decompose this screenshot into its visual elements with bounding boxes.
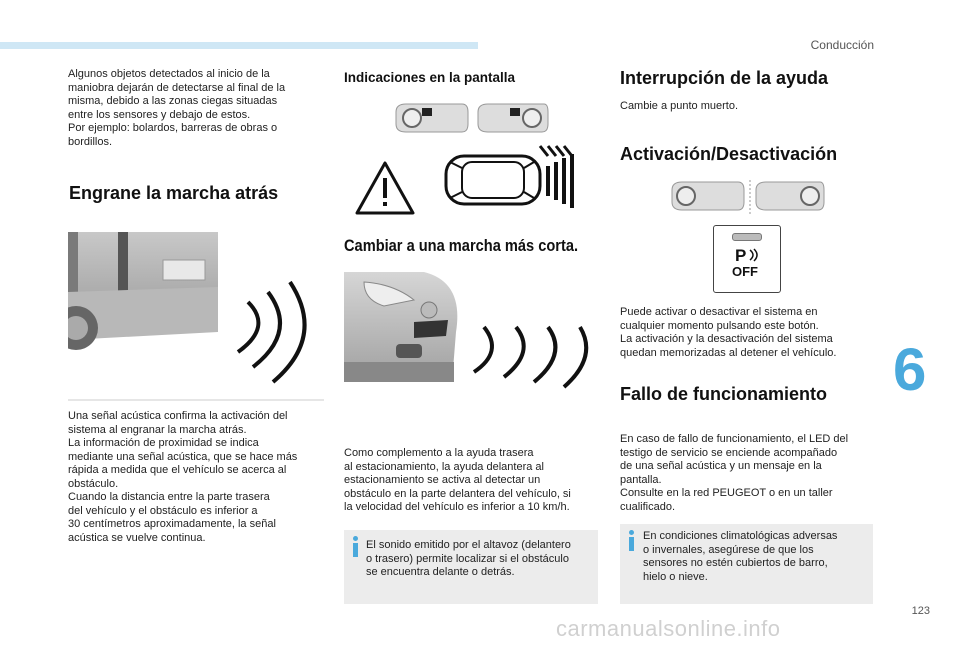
info-box-speaker [344,530,598,604]
heading-activation: Activación/Desactivación [620,144,838,164]
header-bar [0,42,478,49]
info-box-speaker-text: El sonido emitido por el altavoz (delantero o trasero) permite localizar si el obstáculo se encuentra delante o detrás. [366,539,571,578]
info-icon [352,536,360,558]
heading-reverse-gear: Engrane la marcha atrás [69,183,279,203]
screen-display-icon [392,102,552,136]
heading-malfunction: Fallo de funcionamiento [620,384,828,404]
reverse-gear-body: Una señal acústica confirma la activación del sistema al engranar la marcha atrás. La información de proximidad se indica mediante una señal acústica, que se hace más rápida a medida que el vehículo se acerca al obstáculo. Cuando la distancia entre la parte trasera del vehículo y el obstáculo es inferior a 30 centímetros aproximadamente, la señal acústica se vuelve continua. [68,410,298,544]
intro-paragraph: Algunos objetos detectados al inicio de la maniobra dejarán de detectarse al final de la misma, debido a las zonas ciegas situadas entre los sensores y debajo de estos. Por ejemplo: bolardos, barreras de obras o bordillos. [68,68,286,148]
page-number: 123 [911,605,930,617]
sensor-waves-icon [748,248,760,262]
malfunction-body: En caso de fallo de funcionamiento, el LED del testigo de servicio se enciende acompañado de una señal acústica y un mensaje en la pantalla. Consulte en la red PEUGEOT o en un taller cualificado. [620,433,849,513]
parking-p-label: P [735,246,747,265]
info-icon [628,530,636,552]
button-led [732,233,762,241]
car-proximity-icon [444,144,584,216]
info-box-weather [620,524,873,604]
dashboard-display-icon [668,180,828,214]
front-assist-body: Como complemento a la ayuda trasera al estacionamiento, la ayuda delantera al estacionamiento se activa al detectar un obstáculo en la parte delantera del vehículo, si la velocidad del vehículo es inferior a 10 km/h. [344,447,571,513]
activation-body: Puede activar o desactivar el sistema en cualquier momento pulsando este botón. La activación y la desactivación del sistema quedan memorizadas al detener el vehículo. [620,306,837,359]
heading-display-indications: Indicaciones en la pantalla [344,70,516,85]
watermark: carmanualsonline.info [556,616,781,641]
assist-interruption-body: Cambie a punto muerto. [620,100,739,112]
park-assist-button[interactable] [713,225,781,293]
off-label: OFF [732,264,758,279]
section-title: Conducción [810,38,874,52]
front-bumper-illustration [344,272,598,400]
warning-triangle-icon [354,160,416,216]
heading-assist-interruption: Interrupción de la ayuda [620,68,829,88]
chapter-number: 6 [893,336,927,403]
rear-bumper-illustration [68,232,324,402]
heading-shift-down: Cambiar a una marcha más corta. [344,236,579,255]
info-box-weather-text: En condiciones climatológicas adversas o invernales, asegúrese de que los sensores no estén cubiertos de barro, hielo o nieve. [643,530,838,583]
